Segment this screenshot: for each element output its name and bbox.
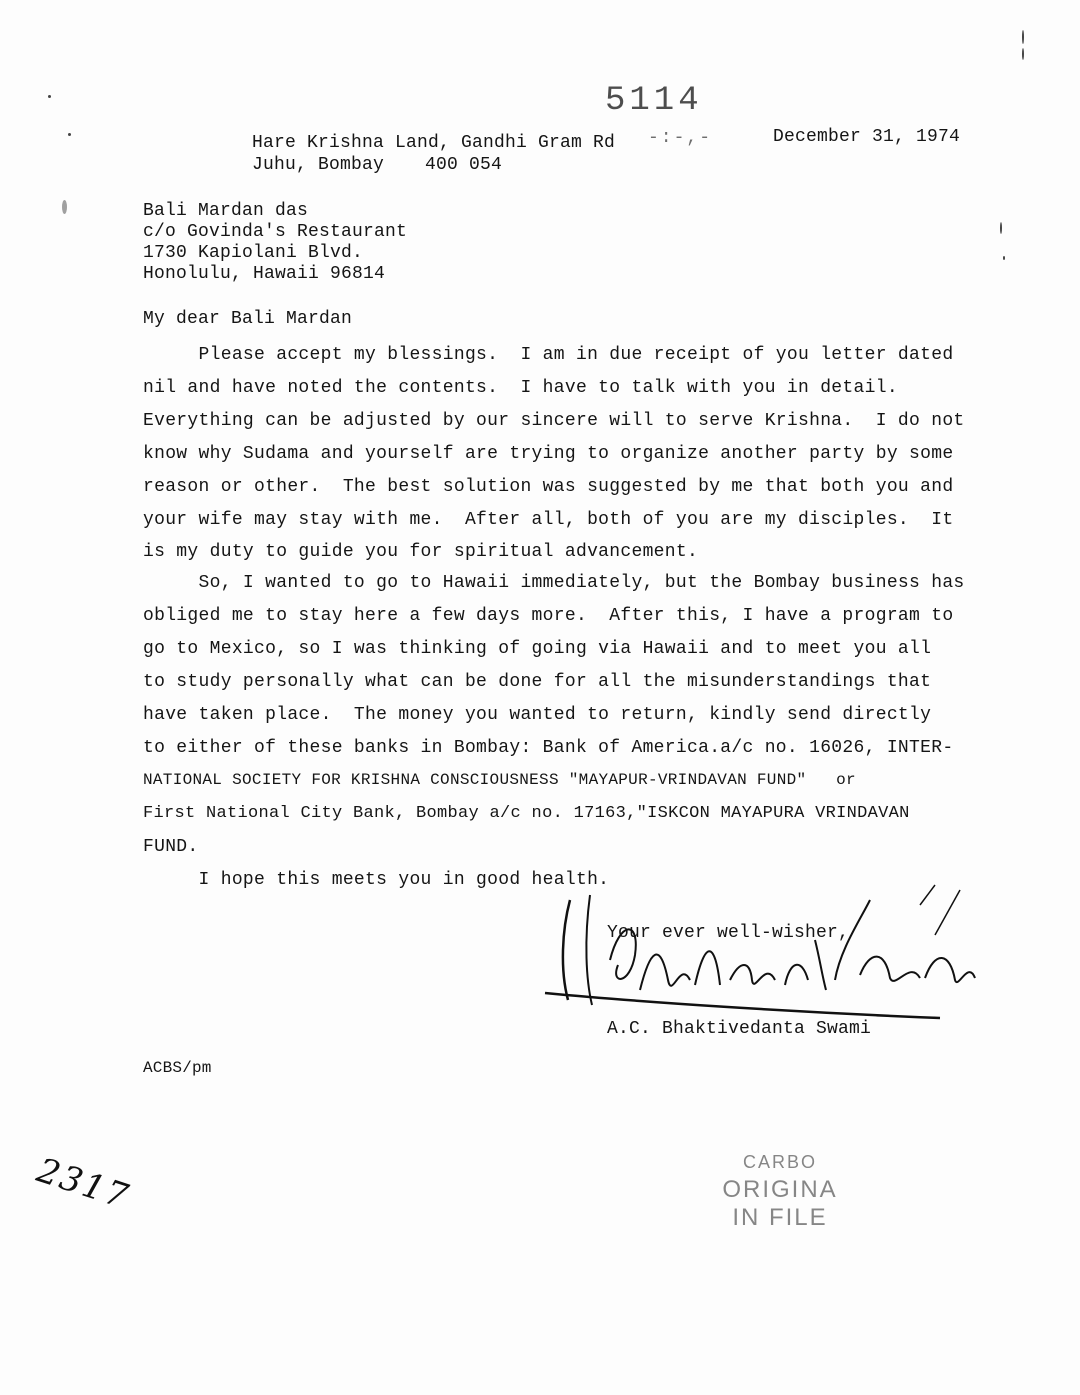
handwritten-signature — [540, 880, 990, 1030]
sender-address-line-2 — [252, 154, 502, 176]
scan-speck — [1022, 48, 1024, 60]
body-line: is my duty to guide you for spiritual advancement. — [143, 542, 699, 562]
stamp-line: CARBO — [742, 1152, 817, 1172]
valediction: Your ever well-wisher, — [607, 923, 850, 943]
body-line: go to Mexico, so I was thinking of going via Hawaii and to meet you all — [143, 639, 932, 659]
body-line: to study personally what can be done for all the misunderstandings that — [143, 672, 932, 692]
scan-speck — [62, 200, 67, 214]
original-in-file-stamp — [700, 1148, 860, 1232]
body-line: obliged me to stay here a few days more. After this, I have a program to — [143, 606, 954, 626]
sender-address-line-1: Hare Krishna Land, Gandhi Gram Rd — [252, 133, 616, 153]
body-line: your wife may stay with me. After all, both of you are my disciples. It — [143, 510, 954, 530]
body-line: Everything can be adjusted by our sincere will to serve Krishna. I do not — [143, 411, 965, 431]
signer-name: A.C. Bhaktivedanta Swami — [607, 1019, 872, 1039]
archive-stamp-number: 5114 — [605, 82, 703, 120]
body-line: FUND. — [143, 837, 199, 857]
recipient-line: Honolulu, Hawaii 96814 — [143, 264, 386, 284]
body-line: So, I wanted to go to Hawaii immediately, but the Bombay business has — [143, 573, 965, 593]
body-line: to either of these banks in Bombay: Bank of America.a/c no. 16026, INTER- — [143, 738, 954, 758]
salutation: My dear Bali Mardan — [143, 309, 353, 329]
body-line: First National City Bank, Bombay a/c no. 17163,"ISKCON MAYAPURA VRINDAVAN — [143, 804, 910, 823]
stamp-line: ORIGINA — [722, 1176, 838, 1203]
recipient-line: c/o Govinda's Restaurant — [143, 222, 408, 242]
body-line: reason or other. The best solution was suggested by me that both you and — [143, 477, 954, 497]
scan-speck — [48, 95, 51, 98]
body-line: know why Sudama and yourself are trying to organize another party by some — [143, 444, 954, 464]
letter-date: December 31, 1974 — [773, 127, 961, 147]
scan-speck — [68, 133, 71, 136]
recipient-line: Bali Mardan das — [143, 201, 309, 221]
scan-speck — [1000, 222, 1002, 234]
body-line: I hope this meets you in good health. — [143, 870, 610, 890]
body-line: Please accept my blessings. I am in due receipt of you letter dated — [143, 345, 954, 365]
archive-stamp-dashes: -:-,- — [648, 128, 713, 148]
recipient-line: 1730 Kapiolani Blvd. — [143, 243, 364, 263]
body-line: nil and have noted the contents. I have to talk with you in detail. — [143, 378, 898, 398]
body-line: have taken place. The money you wanted to return, kindly send directly — [143, 705, 932, 725]
scan-speck — [1022, 30, 1024, 44]
body-line: NATIONAL SOCIETY FOR KRISHNA CONSCIOUSNESS "MAYAPUR-VRINDAVAN FUND" or — [143, 771, 856, 789]
sender-pin: 400 054 — [425, 155, 503, 175]
handwritten-file-number: 2317 — [32, 1150, 135, 1218]
sender-city: Juhu, Bombay — [252, 155, 385, 175]
stamp-line: IN FILE — [732, 1204, 828, 1231]
scan-speck — [1003, 256, 1005, 260]
typist-initials: ACBS/pm — [143, 1059, 212, 1077]
